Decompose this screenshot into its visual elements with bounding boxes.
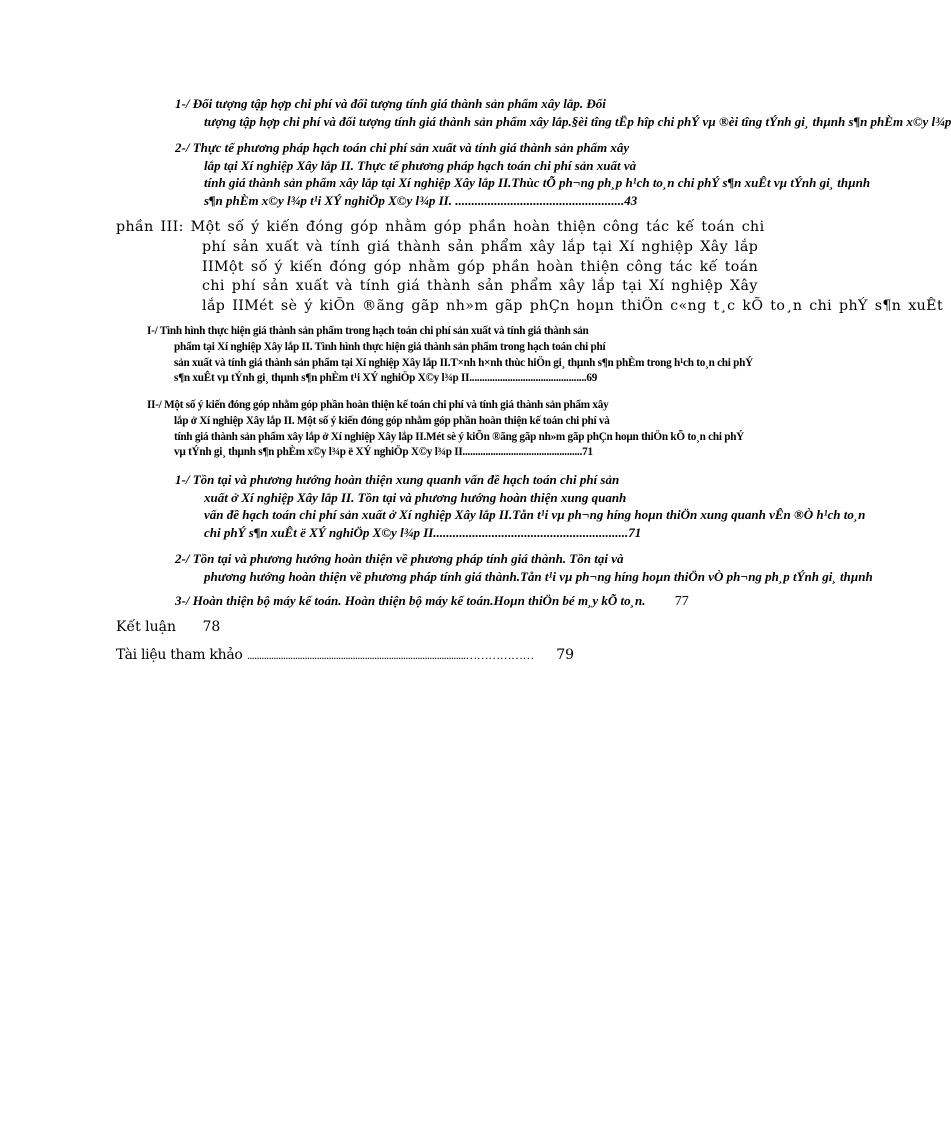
toc-item-2-line3: tính giá thành sản phẩm xây lắp tại Xí nghiệp Xây lắp II.Thùc tÕ ph¬ng ph¸p h¹ch to¸n chi phÝ s¶n xuÊt vµ tÝnh gi¸ thµnh: [204, 175, 871, 190]
toc-part-3-line2: phí sản xuất và tính giá thành sản phẩm xây lắp tại Xí nghiệp Xây lắp: [202, 238, 759, 255]
toc-part-3-line1: phần III: Một số ý kiến đóng góp nhằm góp phần hoàn thiện công tác kế toán chi: [116, 219, 765, 235]
toc-references-label: Tài liệu tham khảo: [116, 647, 243, 663]
toc-conclusion-page: 78: [202, 619, 221, 635]
toc-item-2-1: [175, 471, 865, 541]
toc-item-2-2-line1: 2-/ Tồn tại và phương hướng hoàn thiện về phương pháp tính giá thành. Tồn tại và: [175, 551, 624, 566]
toc-section-2-line4: vµ tÝnh gi¸ thµnh s¶n phÈm x©y l¾p ë XÝ nghiÖp X©y l¾p II...............................................71: [174, 446, 593, 459]
toc-item-2-2: [175, 550, 873, 585]
toc-item-2-line2: lắp tại Xí nghiệp Xây lắp II. Thực tế phương pháp hạch toán chi phí sản xuất và: [204, 157, 637, 173]
toc-item-2-1-line1: 1-/ Tồn tại và phương hướng hoàn thiện xung quanh vấn đề hạch toán chi phí sản: [175, 472, 620, 487]
toc-item-1: [175, 95, 951, 130]
toc-item-2-1-line4: chi phÝ s¶n xuÊt ë XÝ nghiÖp X©y l¾p II............................................................71: [204, 524, 642, 540]
toc-section-2-line3: tính giá thành sản phẩm xây lắp ở Xí nghiệp Xây lắp II.Mét sè ý kiÕn ®ãng gãp nh»m gãp phÇn hoµn thiÖn kÕ to¸n chi phÝ: [174, 430, 744, 443]
toc-section-1: [147, 324, 753, 387]
toc-section-2-line2: lắp ở Xí nghiệp Xây lắp II. Một số ý kiến đóng góp nhằm góp phần hoàn thiện kế toán chi phí và: [174, 414, 610, 427]
toc-references-page: 79: [556, 647, 575, 663]
toc-item-2-3-page: 77: [674, 594, 689, 609]
toc-section-2: [147, 398, 744, 461]
toc-part-3-line5: lắp IIMét sè ý kiÕn ®ãng gãp nh»m gãp phÇn hoµn thiÖn c«ng t¸c kÕ to¸n chi phÝ s¶n xuÊt: [202, 298, 944, 315]
toc-section-1-line3: sản xuất và tính giá thành sản phẩm tại Xí nghiệp Xây lắp II.T×nh h×nh thùc hiÖn gi¸ thµnh s¶n phÈm trong h¹ch to¸n chi phÝ: [174, 356, 753, 369]
toc-section-1-line4: s¶n xuÊt vµ tÝnh gi¸ thµnh s¶n phÈm t¹i XÝ nghiÖp X©y l¾p II..............................................69: [174, 372, 598, 385]
toc-item-2-line4: s¶n phÈm x©y l¾p t¹i XÝ nghiÖp X©y l¾p II. ....................................................43: [204, 192, 638, 208]
toc-references-dots: ...........................................................................................………………: [246, 648, 534, 662]
toc-item-2-3: [175, 592, 689, 611]
toc-item-2-1-line3: vấn đề hạch toán chi phí sản xuất ở Xí nghiệp Xây lắp II.Tån t¹i vµ ph¬ng híng hoµn thiÖn xung quanh vÊn ®Ò h¹ch to¸n: [204, 507, 866, 522]
toc-item-1-line1: 1-/ Đối tượng tập hợp chi phí và đối tượng tính giá thành sản phẩm xây lắp. Đối: [175, 96, 606, 111]
toc-section-1-line1: I-/ Tình hình thực hiện giá thành sản phẩm trong hạch toán chi phí sản xuất và tính giá thành sản: [147, 325, 589, 337]
toc-item-2-1-line2: xuất ở Xí nghiệp Xây lắp II. Tồn tại và phương hướng hoàn thiện xung quanh: [204, 489, 627, 505]
toc-part-3-line3: IIMột số ý kiến đóng góp nhằm góp phần hoàn thiện công tác kế toán: [202, 258, 759, 275]
toc-item-1-line2: tượng tập hợp chi phí và đối tượng tính giá thành sản phẩm xây lắp.§èi tîng tËp hîp chi phÝ vµ ®èi tîng tÝnh gi¸ thµnh s¶n phÈm x©y l¾p: [204, 113, 951, 129]
toc-section-2-line1: II-/ Một số ý kiến đóng góp nhằm góp phần hoàn thiện kế toán chi phí và tính giá thành sản phẩm xây: [147, 399, 609, 411]
toc-conclusion: [116, 617, 220, 637]
toc-part-3: [116, 218, 943, 317]
toc-section-1-line2: phẩm tại Xí nghiệp Xây lắp II. Tình hình thực hiện giá thành sản phẩm trong hạch toán chi phí: [174, 340, 606, 353]
toc-item-2-3-text: 3-/ Hoàn thiện bộ máy kế toán. Hoàn thiện bộ máy kế toán.Hoµn thiÖn bé m¸y kÕ to¸n.: [175, 593, 646, 608]
toc-item-2: [175, 139, 870, 209]
toc-item-2-line1: 2-/ Thực tế phương pháp hạch toán chi phí sản xuất và tính giá thành sản phẩm xây: [175, 140, 630, 155]
toc-conclusion-label: Kết luận: [116, 619, 177, 635]
toc-part-3-line4: chi phí sản xuất và tính giá thành sản phẩm xây lắp tại Xí nghiệp Xây: [202, 278, 758, 295]
toc-references: [116, 645, 574, 665]
toc-item-2-2-line2: phương hướng hoàn thiện về phương pháp tính giá thành.Tån t¹i vµ ph¬ng híng hoµn thiÖn vÒ ph¬ng ph¸p tÝnh gi¸ thµnh: [204, 568, 873, 584]
